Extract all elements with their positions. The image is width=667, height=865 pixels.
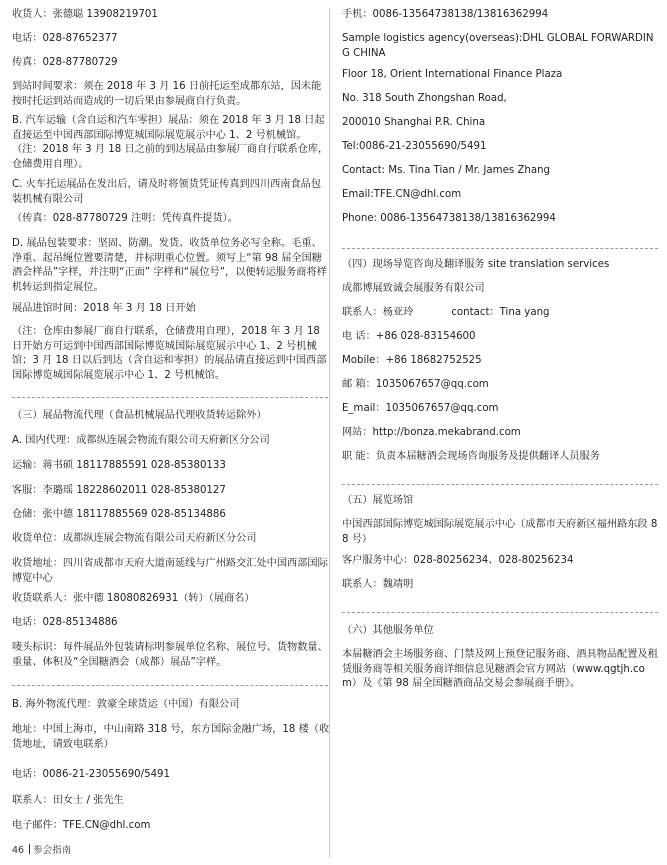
overseas-address: 地址：中国上海市，中山南路 318 号，东方国际金融广场，18 楼（收货地址，请致电联系） [12,724,330,750]
section-separator [342,484,658,485]
arrival-deadline: 到站时间要求：须在 2018 年 3 月 16 日前托运至成都东站，因未能按时托运到站而造成的一切后果由参展商自行负责。 [12,81,322,107]
page-number: 46 [12,845,25,856]
other-services-note: 本届糖酒会主场服务商、门禁及网上预登记服务商、酒具物品配置及租赁服务商等相关服务商详细信息见糖酒会官方网站（www.qgtjh.com）及《第 98 届全国糖酒商品交易会参展商手册》。 [342,649,658,689]
dhl-address-line-2: No. 318 South Zhongshan Road, [342,93,507,104]
dhl-contact: Contact: Ms. Tina Tian / Mr. James Zhang [342,165,551,176]
translation-contact-en: contact：Tina yang [451,307,550,318]
section-separator [12,685,328,686]
section-title-venue: （五）展览场馆 [342,495,414,506]
storage-contact: 仓储：张中德 18117885569 028-85134886 [12,509,226,520]
footer-divider [29,844,30,854]
translation-mailbox: 邮 箱：1035067657@qq.com [342,379,489,390]
translation-function: 职 能：负责本届糖酒会现场咨询服务及提供翻译人员服务 [342,451,600,462]
overseas-email: 电子邮件：TFE.CN@dhl.com [12,820,151,831]
translation-website: 网站：http://bonza.mekabrand.com [342,427,521,438]
translation-mobile: Mobile：+86 18682752525 [342,355,482,366]
overseas-contact: 联系人：田女士 / 张先生 [12,795,124,806]
section-title-other: （六）其他服务单位 [342,625,434,636]
transport-contact: 运输：蒋书硕 18117885591 028-85380133 [12,460,226,471]
overseas-phone: 电话：0086-21-23055690/5491 [12,769,171,780]
truck-transport-note: B. 汽车运输（含自运和汽车零担）展品：须在 2018 年 3 月 18 日起直接运至中国西部国际博览城国际展览展示中心 1、2 号机械馆。（注：2018 年 3 月 18 日之前的到达展品由参展厂商自行联系仓库，仓储费用自理）。 [12,115,329,170]
translation-contact-row [342,306,658,321]
dhl-tel: Tel:0086-21-23055690/5491 [342,141,487,152]
dhl-email: Email:TFE.CN@dhl.com [342,189,462,200]
page-footer [12,842,71,856]
receiving-phone: 电话：028-85134886 [12,617,118,628]
venue-name: 中国西部国际博览城国际展览展示中心（成都市天府新区福州路东段 88 号） [342,519,658,545]
fax-line: 传真：028-87780729 [12,57,118,68]
translation-email: E_mail：1035067657@qq.com [342,403,499,414]
packing-requirements: D. 展品包装要求：坚固、防潮。发货、收货单位务必写全称。毛重、净重、起吊绳位置要清楚，并标明重心位置。须写上“第 98 届全国糖酒会样品”字样，并注明“正面” 字样和“展位号”，以便转运服务商将样机转运到指定展位。 [12,238,327,293]
translation-contact-cn: 联系人：杨亚玲 [342,307,414,318]
train-transport-note: C. 火车托运展品在发出后，请及时将领货凭证传真到四川西南食品包装机械有限公司 [12,179,322,205]
fax-remark: （传真：028-87780729 注明：凭传真件提货）。 [12,213,238,224]
venue-contact: 联系人：魏靖明 [342,579,414,590]
translation-phone: 电 话：+86 028-83154600 [342,331,476,342]
receiving-contact: 收货联系人：张中德 18080826931（转）（展商名） [12,593,255,604]
dhl-address-line-1: Floor 18, Orient International Finance Plaza [342,69,563,80]
venue-service-center: 客户服务中心：028-80256234、028-80256234 [342,555,574,566]
overseas-agent: B. 海外物流代理：敦豪全球货运（中国）有限公司 [12,699,240,710]
domestic-agent: A. 国内代理：成都纵连展会物流有限公司天府新区分公司 [12,435,270,446]
shipping-marks: 唛头标识：每件展品外包装请标明参展单位名称、展位号、货物数量、重量、体积及“全国糖酒会（成都）展品”字样。 [12,642,328,668]
receiving-address: 收货地址：四川省成都市天府大道南延线与广州路交汇处中国西部国际博览中心 [12,558,328,584]
receiving-unit: 收货单位：成都纵连展会物流有限公司天府新区分公司 [12,533,257,544]
dhl-agency-name: Sample logistics agency(overseas):DHL GLOBAL FORWARDING CHINA [342,33,654,59]
dhl-phone: Phone: 0086-13564738138/13816362994 [342,213,556,224]
footer-section-name: 参会指南 [33,845,72,856]
consignee-line: 收货人：张德聪 13908219701 [12,9,158,20]
warehouse-note: （注：仓库由参展厂商自行联系，仓储费用自理），2018 年 3 月 18 日开始方可运到中国西部国际博览城国际展览展示中心 1、2 号机械馆；3 月 18 日以后到达（含自运和零担）的展品请直接运到中国西部国际博览城国际展览展示中心 1、2 号机械馆。 [12,326,327,381]
mobile-line: 手机：0086-13564738138/13816362994 [342,9,549,20]
translation-company: 成都博展致诚会展服务有限公司 [342,283,485,294]
service-contact: 客服：李璐瑶 18228602011 028-85380127 [12,485,226,496]
section-title-translation: （四）现场导览咨询及翻译服务 site translation services [342,259,610,270]
section-separator [342,248,658,249]
section-separator [12,397,328,398]
phone-line: 电话：028-87652377 [12,33,118,44]
section-title-logistics: （三）展品物流代理（食品机械展品代理收货转运除外） [12,410,267,421]
section-separator [342,612,658,613]
move-in-time: 展品进馆时间：2018 年 3 月 18 日开始 [12,303,196,314]
dhl-address-line-3: 200010 Shanghai P.R. China [342,117,486,128]
